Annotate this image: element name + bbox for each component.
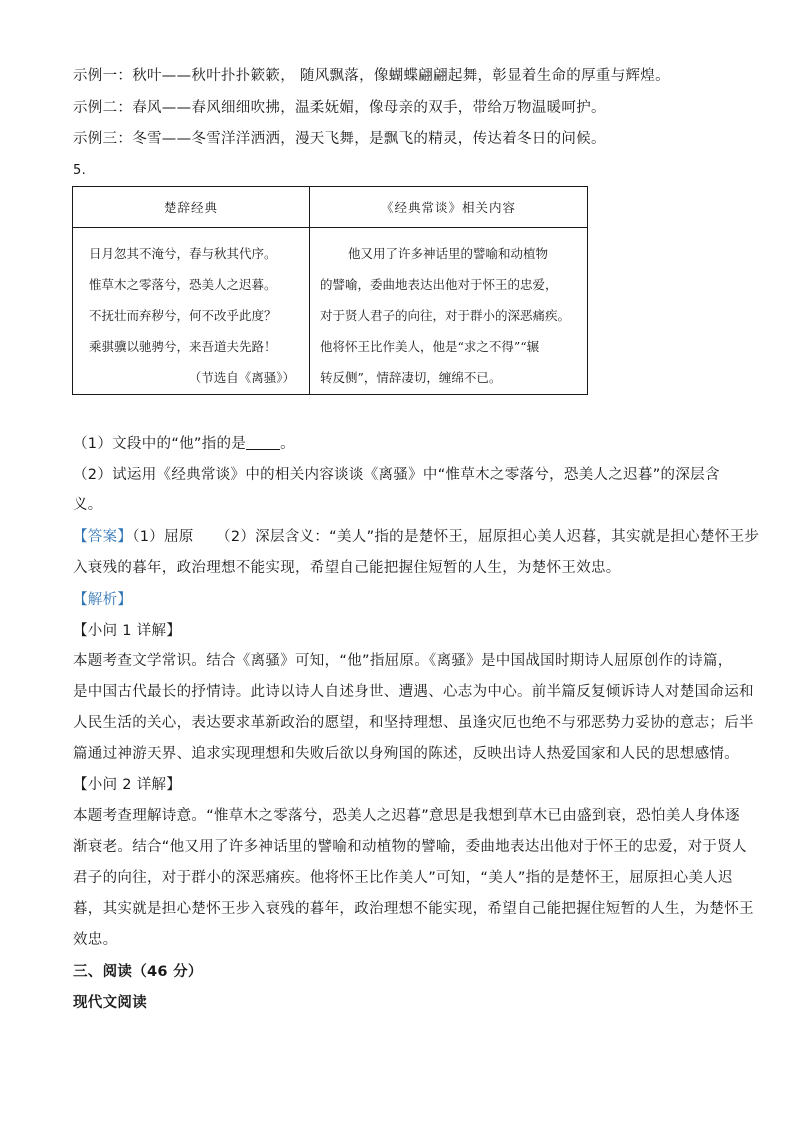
analysis-tag: 【解析】 — [73, 592, 133, 608]
commentary-line: 转反侧”，情辞凄切，缠绵不已。 — [320, 370, 502, 385]
commentary-line: 他又用了许多神话里的譬喻和动植物 — [348, 246, 549, 261]
poem-line: 惟草木之零落兮，恐美人之迟暮。 — [89, 277, 277, 292]
sub-question-1-tag: 【小问 1 详解】 — [73, 623, 182, 639]
sub1-line: 本题考查文学常识。结合《离骚》可知，“他”指屈原。《离骚》是中国战国时期诗人屈原创作的诗篇， — [73, 653, 733, 669]
commentary-cell — [310, 228, 588, 395]
answer-line-2: 入衰残的暮年，政治理想不能实现，希望自己能把握住短暂的人生，为楚怀王效忠。 — [73, 560, 621, 576]
sub2-line: 效忠。 — [73, 932, 118, 948]
section-title: 三、阅读（46 分） — [73, 964, 203, 980]
sub2-line: 君子的向往，对于群小的深恶痛疾。他将怀王比作美人”可知，“美人”指的是楚怀王，屈原担心美人迟 — [73, 870, 733, 886]
sub-question-2-tag: 【小问 2 详解】 — [73, 777, 182, 793]
sub2-line: 渐衰老。结合“他又用了许多神话里的譬喻和动植物的譬喻，委曲地表达出他对于怀王的忠爱，对于贤人 — [73, 839, 747, 855]
answer-tag: 【答案】 — [73, 529, 133, 545]
commentary-line: 的譬喻，委曲地表达出他对于怀王的忠爱， — [320, 277, 558, 292]
poem-line: 乘骐骥以驰骋兮，来吾道夫先路！ — [89, 339, 277, 354]
table-header-right: 《经典常谈》相关内容 — [310, 187, 588, 228]
commentary-line: 对于贤人君子的向往，对于群小的深恶痛疾。 — [320, 308, 571, 323]
table-header-left: 楚辞经典 — [73, 187, 310, 228]
question-number: 5. — [73, 163, 87, 178]
poem-line: 不抚壮而弃秽兮，何不改乎此度？ — [89, 308, 277, 323]
example-3: 示例三：冬雪——冬雪洋洋洒洒，漫天飞舞，是飘飞的精灵，传达着冬日的问候。 — [73, 131, 606, 147]
poem-source: （节选自《离骚》） — [188, 370, 295, 385]
sub1-line: 是中国古代最长的抒情诗。此诗以诗人自述身世、遭遇、心志为中心。前半篇反复倾诉诗人对楚国命运和 — [73, 684, 754, 700]
commentary-line: 他将怀王比作美人，他是“求之不得”“辗 — [320, 339, 540, 354]
sub2-line: 暮，其实就是担心楚怀王步入衰残的暮年，政治理想不能实现，希望自己能把握住短暂的人生，为楚怀王 — [73, 901, 754, 917]
poem-cell — [73, 228, 310, 395]
subsection-title: 现代文阅读 — [73, 995, 147, 1011]
sub1-line: 人民生活的关心，表达要求革新政治的愿望，和坚持理想、虽逢灾厄也绝不与邪恶势力妥协的意志；后半 — [73, 715, 754, 731]
question-2-line-2: 义。 — [73, 497, 103, 513]
example-1: 示例一：秋叶——秋叶扑扑簌簌， 随风飘落，像蝴蝶翩翩起舞，彰显着生命的厚重与辉煌。 — [73, 68, 670, 84]
answer-blank — [246, 435, 280, 450]
comparison-table — [72, 186, 588, 395]
question-1: （1）文段中的“他”指的是 。 — [73, 436, 295, 452]
sub2-line: 本题考查理解诗意。“惟草木之零落兮，恐美人之迟暮”意思是我想到草木已由盛到衰，恐怕美人身体逐 — [73, 808, 740, 824]
question-2-line-1: （2）试运用《经典常谈》中的相关内容谈谈《离骚》中“惟草木之零落兮，恐美人之迟暮”的深层含 — [73, 467, 720, 483]
example-2: 示例二：春风——春风细细吹拂，温柔妩媚，像母亲的双手，带给万物温暖呵护。 — [73, 100, 606, 116]
poem-line: 日月忽其不淹兮，春与秋其代序。 — [89, 246, 277, 261]
sub1-line: 篇通过神游天界、追求实现理想和失败后欲以身殉国的陈述，反映出诗人热爱国家和人民的思想感情。 — [73, 746, 739, 762]
answer-line-1: 【答案】（1）屈原 （2）深层含义：“美人”指的是楚怀王，屈原担心美人迟暮，其实就是担心楚怀王步 — [73, 529, 760, 545]
